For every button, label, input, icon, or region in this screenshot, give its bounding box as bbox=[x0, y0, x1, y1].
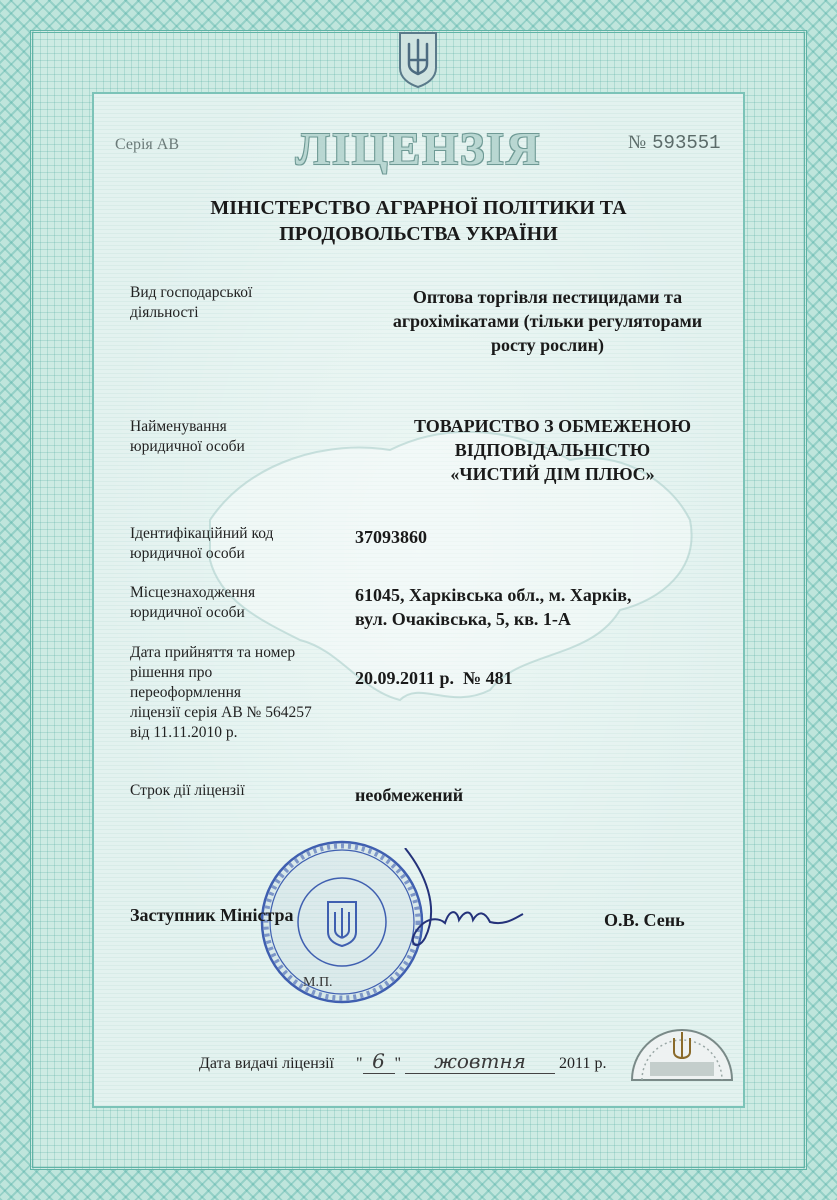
decision-label-line-1: Дата прийняття та номер bbox=[130, 644, 296, 661]
issue-date-label: Дата видачі ліцензії bbox=[199, 1055, 334, 1072]
decision-label-line-4: ліцензії серія АВ № 564257 bbox=[130, 704, 312, 721]
series-label: Серія АВ bbox=[115, 136, 179, 153]
decision-value: 20.09.2011 р. № 481 bbox=[355, 668, 513, 688]
decision-label-line-5: від 11.11.2010 р. bbox=[130, 724, 238, 741]
entity-name-line-1: ТОВАРИСТВО З ОБМЕЖЕНОЮ bbox=[413, 416, 692, 436]
entity-name-value bbox=[380, 414, 725, 486]
entity-name-label bbox=[130, 417, 345, 457]
activity-label bbox=[130, 283, 345, 323]
ministry-heading bbox=[0, 195, 837, 247]
signatory-title: Заступник Міністра bbox=[130, 905, 294, 925]
validity-label: Строк дії ліцензії bbox=[130, 782, 245, 799]
decision-label-line-2: рішення про bbox=[130, 664, 213, 681]
license-number bbox=[628, 132, 721, 154]
handwritten-signature bbox=[395, 848, 525, 958]
activity-label-line-2: діяльності bbox=[130, 304, 199, 321]
activity-value-line-3: росту рослин) bbox=[491, 335, 604, 355]
issue-month: жовтня bbox=[405, 1049, 555, 1074]
location-label-line-2: юридичної особи bbox=[130, 604, 245, 621]
signatory-name: О.В. Сень bbox=[604, 910, 685, 930]
location-label bbox=[130, 583, 345, 623]
decision-label bbox=[130, 643, 345, 743]
seal-place-mark: М.П. bbox=[303, 975, 333, 990]
issue-quote-close: " bbox=[394, 1055, 402, 1072]
entity-name-line-3: «ЧИСТИЙ ДІМ ПЛЮС» bbox=[450, 464, 655, 484]
location-label-line-1: Місцезнаходження bbox=[130, 584, 256, 601]
location-line-1: 61045, Харківська обл., м. Харків, bbox=[355, 585, 632, 605]
location-line-2: вул. Очаківська, 5, кв. 1-А bbox=[355, 609, 571, 629]
ministry-line-1: МІНІСТЕРСТВО АГРАРНОЇ ПОЛІТИКИ ТА bbox=[210, 197, 627, 219]
location-value bbox=[355, 583, 631, 631]
issue-quote-open: " bbox=[355, 1055, 363, 1072]
license-title: ЛІЦЕНЗІЯ bbox=[295, 123, 542, 174]
activity-value-line-1: Оптова торгівля пестицидами та bbox=[412, 287, 683, 307]
issue-date-line bbox=[199, 1049, 606, 1074]
ministry-line-2: ПРОДОВОЛЬСТВА УКРАЇНИ bbox=[279, 223, 558, 245]
number-value: 593551 bbox=[652, 132, 721, 154]
validity-value: необмежений bbox=[355, 785, 464, 805]
number-prefix: № bbox=[628, 132, 647, 153]
entity-name-line-2: ВІДПОВІДАЛЬНІСТЮ bbox=[454, 440, 651, 460]
issue-day: 6 bbox=[363, 1049, 395, 1074]
id-code-label-line-1: Ідентифікаційний код bbox=[130, 525, 274, 542]
activity-value-line-2: агрохімікатами (тільки регуляторами bbox=[392, 311, 703, 331]
decision-label-line-3: переоформлення bbox=[130, 684, 242, 701]
id-code-value: 37093860 bbox=[355, 527, 427, 547]
entity-name-label-line-1: Найменування bbox=[130, 418, 227, 435]
id-code-label-line-2: юридичної особи bbox=[130, 545, 245, 562]
activity-label-line-1: Вид господарської bbox=[130, 284, 253, 301]
entity-name-label-line-2: юридичної особи bbox=[130, 438, 245, 455]
trident-emblem-icon bbox=[397, 30, 439, 88]
issue-year: 2011 р. bbox=[559, 1055, 607, 1072]
id-code-label bbox=[130, 524, 345, 564]
activity-value bbox=[370, 285, 725, 357]
hologram-ukraine-icon bbox=[628, 988, 736, 1084]
